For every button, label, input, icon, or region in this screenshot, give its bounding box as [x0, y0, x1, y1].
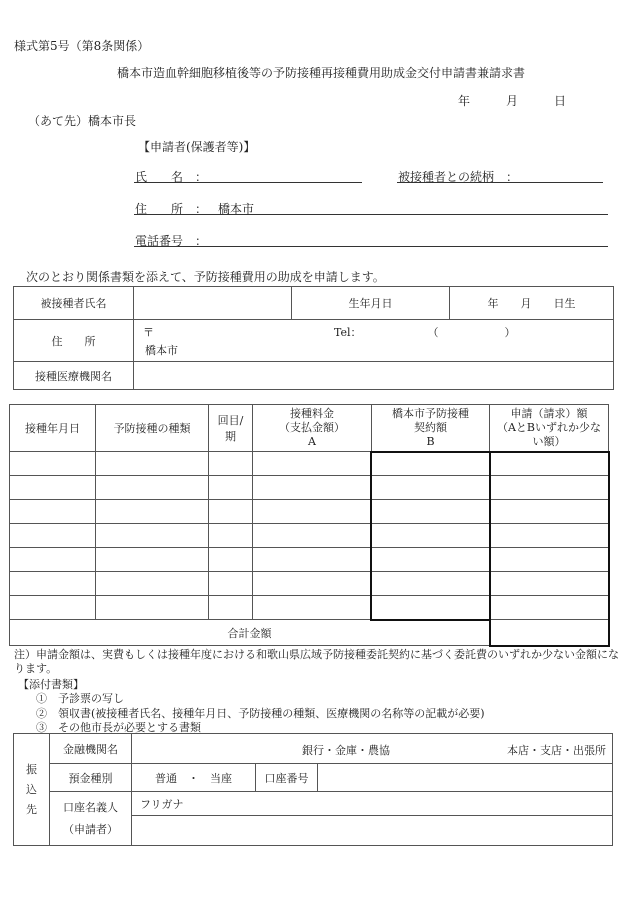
col-contract-b: 橋本市予防接種 契約額 B	[372, 405, 490, 452]
page-title: 橋本市造血幹細胞移植後等の予防接種再接種費用助成金交付申請書兼請求書	[117, 66, 526, 80]
table-row[interactable]	[10, 476, 609, 500]
applicant-heading: 【申請者(保護者等)】	[138, 140, 256, 154]
table-row[interactable]	[10, 596, 609, 620]
furigana-field[interactable]: フリガナ	[132, 792, 613, 816]
vaccine-table	[9, 404, 609, 646]
note-text: 注）申請金額は、実費もしくは接種年度における和歌山県広域予防接種委託契約に基づく委託費のいずれか少ない金額になります。	[14, 648, 619, 675]
tel-label: Tel： （ ）	[334, 326, 516, 339]
col-date: 接種年月日	[10, 405, 96, 452]
holder-label: 口座名義人 （申請者）	[50, 792, 132, 846]
col-fee-a: 接種料金 （支払金額） A	[253, 405, 372, 452]
applicant-name-label: 氏 名 ：	[135, 170, 208, 184]
birth-label: 生年月日	[292, 287, 450, 320]
relation-field[interactable]	[397, 182, 603, 183]
table-row[interactable]	[10, 524, 609, 548]
holder-name-field[interactable]	[132, 816, 613, 846]
col-claim: 申請（請求）額 （AとBいずれか少な い額）	[490, 405, 609, 452]
branch-type-options: 本店・支店・出張所	[507, 744, 607, 757]
phone-label: 電話番号 ：	[135, 234, 208, 248]
bank-name-field[interactable]	[132, 734, 613, 764]
account-type-options[interactable]: 普通 ・ 当座	[132, 764, 256, 792]
bank-type-options: 銀行・金庫・農協	[302, 744, 390, 757]
table-row[interactable]	[10, 452, 609, 476]
account-no-label: 口座番号	[256, 764, 318, 792]
attachments-heading: 【添付書類】	[18, 678, 84, 691]
applicant-address-value[interactable]: 橋本市	[218, 202, 255, 216]
attachment-item: ③ その他市長が必要とする書類	[36, 721, 201, 734]
table-row[interactable]	[10, 572, 609, 596]
col-vaccine-type: 予防接種の種類	[96, 405, 209, 452]
applicant-address-label: 住 所 ：	[135, 202, 208, 216]
applicant-name-field[interactable]	[134, 182, 362, 183]
patient-table	[13, 286, 614, 390]
date-line: 年 月 日	[458, 94, 567, 108]
patient-address-label: 住 所	[14, 320, 134, 362]
addressee: （あて先）橋本市長	[28, 114, 137, 128]
patient-address-field[interactable]	[134, 320, 614, 362]
account-no-field[interactable]	[318, 764, 613, 792]
applicant-address-field[interactable]	[134, 214, 608, 215]
institution-label: 接種医療機関名	[14, 362, 134, 390]
patient-name-field[interactable]	[134, 287, 292, 320]
attachment-item: ② 領収書(被接種者氏名、接種年月日、予防接種の種類、医療機関の名称等の記載が必要)	[36, 707, 485, 720]
patient-city: 橋本市	[145, 344, 178, 357]
birth-field[interactable]: 年 月 日生	[450, 287, 614, 320]
intro-text: 次のとおり関係書類を添えて、予防接種費用の助成を申請します。	[26, 270, 385, 284]
bank-name-label: 金融機関名	[50, 734, 132, 764]
table-row[interactable]	[10, 500, 609, 524]
col-dose: 回目/ 期	[209, 405, 253, 452]
account-type-label: 預金種別	[50, 764, 132, 792]
phone-field[interactable]	[134, 246, 608, 247]
table-row[interactable]	[10, 548, 609, 572]
transfer-side-label: 振 込 先	[14, 734, 50, 846]
form-number: 様式第5号（第8条関係）	[14, 39, 150, 53]
postal-mark: 〒	[143, 326, 154, 339]
total-field[interactable]	[490, 620, 609, 646]
institution-field[interactable]	[134, 362, 614, 390]
relation-label: 被接種者との続柄 ：	[398, 170, 519, 184]
patient-name-label: 被接種者氏名	[14, 287, 134, 320]
bank-table	[13, 733, 613, 846]
attachment-item: ① 予診票の写し	[36, 692, 124, 705]
total-label: 合計金額	[10, 620, 490, 646]
